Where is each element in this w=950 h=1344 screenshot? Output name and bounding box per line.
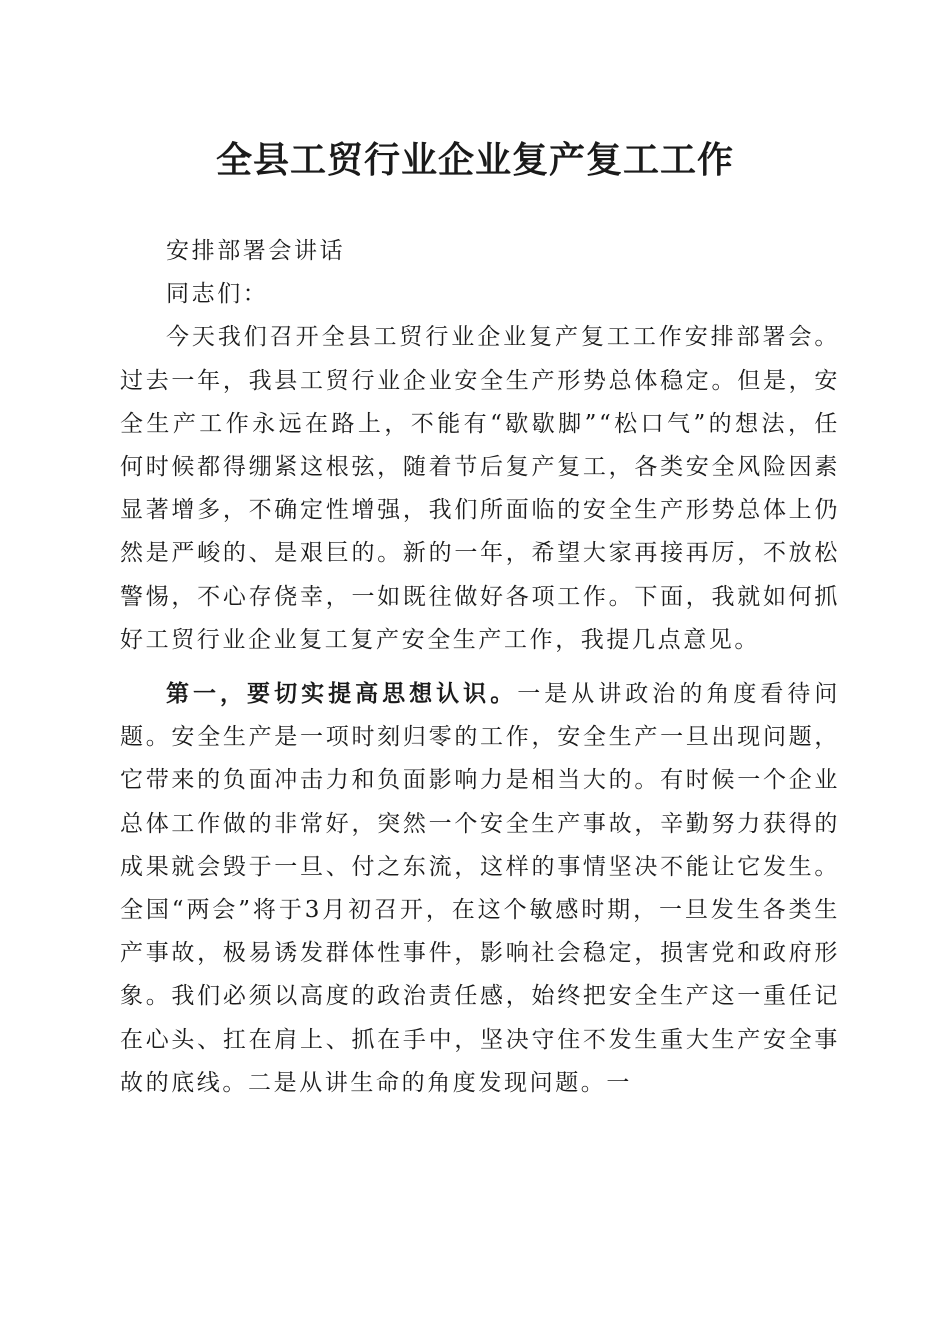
paragraph-section-1 — [120, 672, 840, 1105]
paragraph-intro: 今天我们召开全县工贸行业企业复产复工工作安排部署会。过去一年，我县工贸行业企业安全生产形势总体稳定。但是，安全生产工作永远在路上，不能有“歇歇脚”“松口气”的想法，任何时候都得绷紧这根弦，随着节后复产复工，各类安全风险因素显著增多，不确定性增强，我们所面临的安全生产形势总体上仍然是严峻的、是艰巨的。新的一年，希望大家再接再厉，不放松警惕，不心存侥幸，一如既往做好各项工作。下面，我就如何抓好工贸行业企业复工复产安全生产工作，我提几点意见。 — [120, 324, 840, 653]
section-1-text: 一是从讲政治的角度看待问题。安全生产是一项时刻归零的工作，安全生产一旦出现问题，它带来的负面冲击力和负面影响力是相当大的。有时候一个企业总体工作做的非常好，突然一个安全生产事故，辛勤努力获得的成果就会毁于一旦、付之东流，这样的事情坚决不能让它发生。全国“两会”将于3月初召开，在这个敏感时期，一旦发生各类生产事故，极易诱发群体性事件，影响社会稳定，损害党和政府形象。我们必须以高度的政治责任感，始终把安全生产这一重任记在心头、扛在肩上、抓在手中，坚决守住不发生重大生产安全事故的底线。二是从讲生命的角度发现问题。一 — [120, 681, 840, 1096]
section-1-heading: 第一，要切实提高思想认识。 — [166, 680, 518, 708]
document-title: 全县工贸行业企业复产复工工作 — [215, 139, 734, 181]
salutation: 同志们： — [166, 281, 269, 308]
document-body — [120, 230, 840, 1105]
subtitle: 安排部署会讲话 — [166, 238, 346, 264]
